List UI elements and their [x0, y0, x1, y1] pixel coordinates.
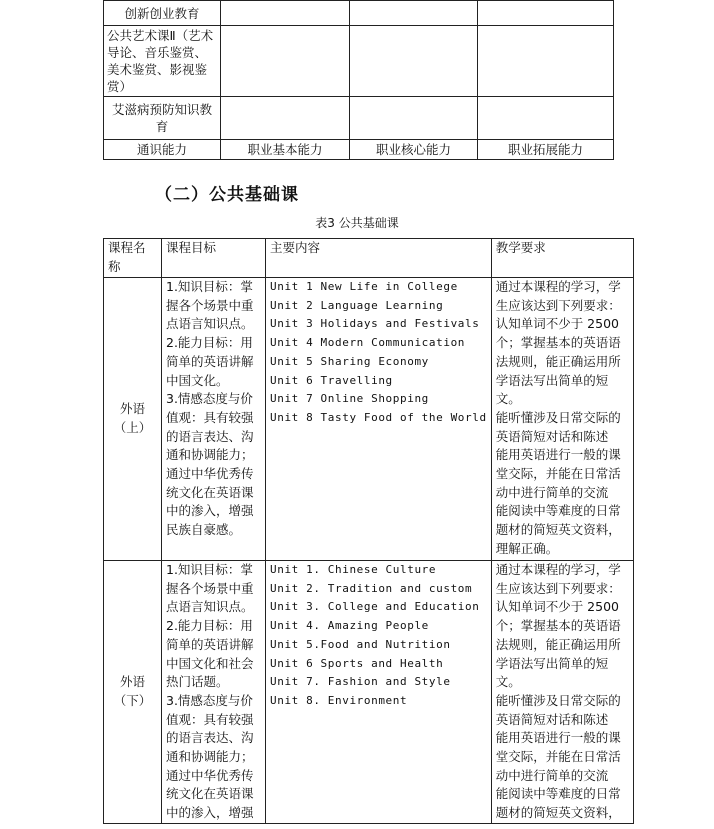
text-line: 握各个场景中重 [166, 580, 254, 596]
education-item-cell: 艾滋病预防知识教育 [104, 97, 221, 140]
competency-cell [350, 26, 478, 97]
text-line: 通和协调能力； [166, 447, 254, 463]
unit-line: Unit 1. Chinese Culture [270, 563, 437, 576]
text-line: 文。 [495, 674, 521, 690]
text-line: 2.能力目标：用 [166, 618, 253, 634]
unit-line: Unit 8. Environment [270, 693, 408, 707]
text-line: 能用英语进行一般的课 [495, 447, 621, 463]
course-content-cell [266, 561, 492, 824]
header-teaching-requirement: 教学要求 [491, 239, 633, 278]
text-line: 能阅读中等难度的日常 [495, 503, 621, 519]
text-line: 3.情感态度与价 [166, 692, 253, 708]
table-row [104, 561, 634, 824]
text-line: 个；掌握基本的英语语 [495, 335, 621, 351]
course-content-cell [266, 278, 492, 561]
unit-line: Unit 7. Fashion and Style [270, 675, 451, 689]
text-line: 简单的英语讲解 [166, 353, 254, 369]
unit-line: Unit 6 Travelling [270, 373, 393, 387]
competency-type-label: 职业拓展能力 [478, 140, 614, 160]
text-line: 法规则，能正确运用所 [495, 353, 621, 369]
competency-cell [478, 26, 614, 97]
competency-cell [350, 1, 478, 26]
competency-type-label: 通识能力 [104, 140, 221, 160]
text-line: 认知单词不少于 2500 [495, 599, 619, 615]
text-line: 的语言表达、沟 [166, 428, 254, 444]
text-line: 值观：具有较强 [166, 409, 254, 425]
education-item-cell: 公共艺术课Ⅱ（艺术导论、音乐鉴赏、美术鉴赏、影视鉴赏） [104, 26, 221, 97]
text-line: 值观：具有较强 [166, 711, 254, 727]
text-line: 题材的简短英文资料， [495, 522, 621, 538]
course-name-cell [104, 561, 162, 824]
text-line: 法规则，能正确运用所 [495, 636, 621, 652]
competency-table [103, 0, 614, 160]
text-line: 通过中华优秀传 [166, 466, 254, 482]
competency-cell [478, 97, 614, 140]
unit-line: Unit 4 Modern Communication [270, 336, 466, 350]
text-line: 英语简短对话和陈述 [495, 711, 609, 727]
text-line: 个；掌握基本的英语语 [495, 618, 621, 634]
education-item-cell: 创新创业教育 [104, 1, 221, 26]
text-line: 能用英语进行一般的课 [495, 730, 621, 746]
unit-line: Unit 5 Sharing Economy [270, 354, 429, 368]
table-row [104, 26, 614, 97]
unit-line: Unit 8 Tasty Food of the World [270, 410, 487, 424]
competency-table-body [104, 1, 614, 160]
header-course-goal: 课程目标 [162, 239, 266, 278]
text-line: 3.情感态度与价 [166, 391, 253, 407]
unit-line: Unit 5.Food and Nutrition [270, 637, 451, 651]
course-requirements-cell [491, 561, 633, 824]
unit-line: Unit 3. College and Education [270, 600, 480, 614]
text-line: 简单的英语讲解 [166, 636, 254, 652]
unit-line: Unit 2 Language Learning [270, 298, 444, 312]
competency-cell [221, 97, 350, 140]
unit-line: Unit 6 Sports and Health [270, 656, 444, 670]
text-line: 能听懂涉及日常交际的 [495, 692, 621, 708]
competency-type-label: 职业核心能力 [350, 140, 478, 160]
course-goals-cell [162, 561, 266, 824]
text-line: 认知单词不少于 2500 [495, 316, 619, 332]
competency-cell [350, 97, 478, 140]
text-line: 1.知识目标：掌 [166, 279, 253, 294]
course-goals-cell [162, 278, 266, 561]
table-header-row [104, 239, 634, 278]
header-main-content: 主要内容 [266, 239, 492, 278]
table-caption: 表3 公共基础课 [315, 216, 399, 230]
competency-type-label: 职业基本能力 [221, 140, 350, 160]
table-row [104, 97, 614, 140]
competency-cell [221, 1, 350, 26]
unit-line: Unit 4. Amazing People [270, 619, 429, 633]
unit-line: Unit 7 Online Shopping [270, 392, 429, 406]
course-name-line: （上） [113, 420, 152, 435]
text-line: 中的渗入，增强 [166, 805, 254, 821]
text-line: 热门话题。 [166, 674, 229, 690]
text-line: 1.知识目标：掌 [166, 562, 253, 577]
text-line: 能阅读中等难度的日常 [495, 786, 621, 802]
header-course-name: 课程名称 [104, 239, 162, 278]
text-line: 学语法写出简单的短 [495, 655, 609, 671]
competency-cell [221, 26, 350, 97]
text-line: 堂交际，并能在日常活 [495, 466, 621, 482]
text-line: 堂交际，并能在日常活 [495, 749, 621, 765]
unit-line: Unit 3 Holidays and Festivals [270, 317, 480, 331]
competency-cell [478, 1, 614, 26]
text-line: 的语言表达、沟 [166, 730, 254, 746]
text-line: 统文化在英语课 [166, 484, 254, 500]
text-line: 握各个场景中重 [166, 297, 254, 313]
text-line: 中的渗入，增强 [166, 503, 254, 519]
text-line: 中国文化。 [166, 372, 229, 388]
text-line: 通过中华优秀传 [166, 767, 254, 783]
table-row [104, 1, 614, 26]
text-line: 通过本课程的学习，学 [495, 279, 621, 294]
text-line: 统文化在英语课 [166, 786, 254, 802]
text-line: 点语言知识点。 [166, 316, 254, 332]
text-line: 中国文化和社会 [166, 655, 254, 671]
course-name-line: （下） [113, 693, 152, 708]
competency-footer-row [104, 140, 614, 160]
text-line: 通和协调能力； [166, 749, 254, 765]
text-line: 生应该达到下列要求： [495, 297, 621, 313]
course-name-line: 外语 [119, 401, 145, 417]
text-line: 理解正确。 [495, 540, 559, 556]
unit-line: Unit 2. Tradition and custom [270, 581, 473, 595]
course-name-line: 外语 [119, 674, 145, 690]
course-requirements-cell [491, 278, 633, 561]
text-line: 文。 [495, 391, 521, 407]
section-heading: （二）公共基础课 [155, 185, 299, 205]
text-line: 英语简短对话和陈述 [495, 428, 609, 444]
course-name-cell [104, 278, 162, 561]
unit-line: Unit 1 New Life in College [270, 280, 458, 293]
text-line: 学语法写出简单的短 [495, 372, 609, 388]
text-line: 2.能力目标：用 [166, 335, 253, 351]
text-line: 点语言知识点。 [166, 599, 254, 615]
text-line: 题材的简短英文资料， [495, 805, 621, 821]
text-line: 动中进行简单的交流 [495, 767, 609, 783]
public-course-table [103, 238, 634, 824]
text-line: 民族自豪感。 [166, 522, 242, 538]
text-line: 通过本课程的学习，学 [495, 562, 621, 577]
table-row [104, 278, 634, 561]
text-line: 动中进行简单的交流 [495, 484, 609, 500]
text-line: 生应该达到下列要求： [495, 580, 621, 596]
text-line: 能听懂涉及日常交际的 [495, 409, 621, 425]
